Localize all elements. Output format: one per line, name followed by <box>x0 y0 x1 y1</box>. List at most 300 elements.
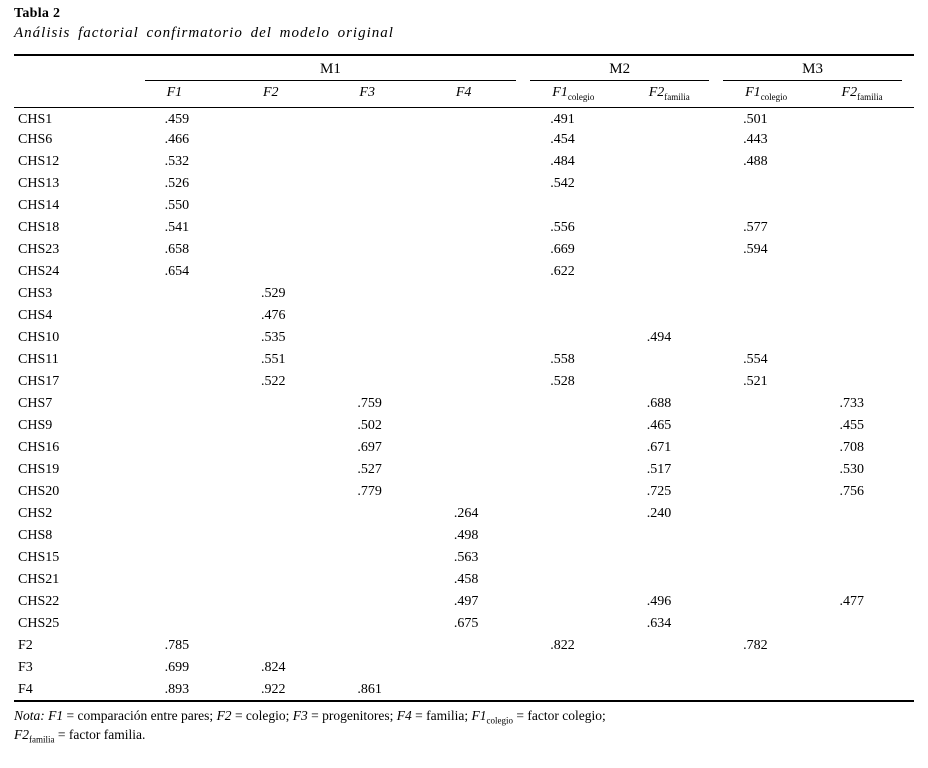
table-row <box>14 195 914 217</box>
value-cell: .697 <box>357 440 382 455</box>
value-cell <box>528 525 624 547</box>
value-cell <box>143 481 239 503</box>
column-label: F3 <box>359 85 375 101</box>
value-cell: .542 <box>550 176 575 191</box>
value-cell: .654 <box>164 264 190 279</box>
value-cell <box>528 195 624 217</box>
table-row <box>14 525 914 547</box>
column-header-f4 <box>432 81 528 107</box>
value-cell <box>239 613 335 635</box>
value-cell <box>143 503 239 525</box>
table-subtitle: Análisis factorial confirmatorio del modelo original <box>14 25 394 41</box>
value-cell: .498 <box>453 528 479 543</box>
table-row <box>14 657 914 679</box>
value-cell <box>528 657 624 679</box>
row-label: CHS2 <box>18 506 53 521</box>
value-cell <box>818 261 914 283</box>
value-cell <box>528 503 624 525</box>
value-cell <box>239 261 335 283</box>
value-cell: .501 <box>743 111 768 127</box>
column-header-row <box>14 81 914 107</box>
value-cell <box>335 635 431 657</box>
corner-cell <box>14 55 143 81</box>
value-cell <box>239 635 335 657</box>
table-row <box>14 327 914 349</box>
table-row <box>14 613 914 635</box>
value-cell <box>239 591 335 613</box>
row-label: CHS9 <box>18 418 53 433</box>
group-header-m1 <box>143 55 529 81</box>
value-cell: .527 <box>357 462 382 477</box>
value-cell <box>143 437 239 459</box>
value-cell <box>625 657 721 679</box>
row-label: CHS17 <box>18 374 60 389</box>
table-row <box>14 151 914 173</box>
value-cell: .494 <box>646 330 672 345</box>
value-cell: .454 <box>550 132 575 147</box>
value-cell <box>335 613 431 635</box>
value-cell <box>625 107 721 129</box>
value-cell <box>143 305 239 327</box>
value-cell <box>818 195 914 217</box>
column-label: F2 <box>648 85 665 101</box>
value-cell: .550 <box>164 198 190 213</box>
value-cell <box>432 129 528 151</box>
value-cell: .733 <box>839 396 865 411</box>
group-header-m2 <box>528 55 721 81</box>
value-cell: .476 <box>260 308 286 323</box>
value-cell <box>625 371 721 393</box>
value-cell: .521 <box>743 374 768 389</box>
column-subscript: familia <box>857 92 883 103</box>
value-cell <box>432 261 528 283</box>
value-cell <box>721 679 817 701</box>
value-cell: .725 <box>646 484 672 499</box>
value-cell <box>721 195 817 217</box>
value-cell <box>721 459 817 481</box>
value-cell <box>335 657 431 679</box>
value-cell <box>335 107 431 129</box>
value-cell <box>625 547 721 569</box>
value-cell <box>335 283 431 305</box>
value-cell: .466 <box>164 132 190 147</box>
value-cell <box>528 613 624 635</box>
value-cell <box>528 547 624 569</box>
value-cell <box>721 305 817 327</box>
value-cell: .893 <box>164 681 190 697</box>
value-cell <box>143 283 239 305</box>
value-cell <box>528 393 624 415</box>
table-row <box>14 415 914 437</box>
group-header-m3 <box>721 55 914 81</box>
value-cell: .465 <box>646 418 672 433</box>
value-cell <box>432 239 528 261</box>
table-note-text: Nota: F1 = comparación entre pares; F2 = colegio; F3 = progenitores; F4 = familia; $F1_{colegio}$ = factor colegio; $F2_{familia}$ = factor familia. <box>14 708 606 745</box>
value-cell <box>239 459 335 481</box>
value-cell <box>721 393 817 415</box>
value-cell: .822 <box>550 638 575 653</box>
group-label: M3 <box>723 61 902 81</box>
value-cell <box>818 283 914 305</box>
row-label: CHS21 <box>18 572 60 587</box>
value-cell <box>432 679 528 701</box>
value-cell <box>432 305 528 327</box>
value-cell: .532 <box>164 154 190 169</box>
value-cell <box>335 129 431 151</box>
value-cell <box>625 173 721 195</box>
value-cell <box>721 327 817 349</box>
value-cell: .455 <box>839 418 865 433</box>
value-cell <box>432 107 528 129</box>
value-cell <box>335 591 431 613</box>
value-cell: .688 <box>646 396 672 411</box>
value-cell <box>625 635 721 657</box>
row-label: CHS11 <box>18 352 59 367</box>
value-cell <box>721 591 817 613</box>
value-cell: .922 <box>260 681 286 697</box>
row-label: CHS10 <box>18 330 60 345</box>
value-cell <box>818 305 914 327</box>
value-cell <box>432 635 528 657</box>
value-cell <box>432 349 528 371</box>
value-cell <box>625 195 721 217</box>
value-cell: .497 <box>453 594 479 609</box>
value-cell: .708 <box>839 440 865 455</box>
value-cell <box>721 547 817 569</box>
value-cell <box>818 679 914 701</box>
value-cell <box>239 217 335 239</box>
value-cell: .517 <box>646 462 672 477</box>
value-cell <box>818 371 914 393</box>
table-row <box>14 393 914 415</box>
value-cell <box>818 151 914 173</box>
value-cell <box>432 173 528 195</box>
value-cell <box>625 239 721 261</box>
value-cell <box>432 459 528 481</box>
row-label: CHS14 <box>18 198 60 213</box>
table-row <box>14 239 914 261</box>
value-cell <box>818 525 914 547</box>
column-header-f2 <box>239 81 335 107</box>
row-label: CHS7 <box>18 396 53 411</box>
value-cell <box>432 217 528 239</box>
table-row <box>14 261 914 283</box>
value-cell <box>528 679 624 701</box>
value-cell <box>818 613 914 635</box>
value-cell: .756 <box>839 484 865 499</box>
value-cell <box>818 173 914 195</box>
value-cell <box>239 415 335 437</box>
value-cell <box>143 371 239 393</box>
value-cell: .785 <box>164 638 190 653</box>
value-cell <box>818 635 914 657</box>
value-cell <box>721 261 817 283</box>
value-cell <box>721 415 817 437</box>
value-cell <box>625 305 721 327</box>
value-cell: .535 <box>260 330 286 345</box>
value-cell <box>528 481 624 503</box>
value-cell <box>432 415 528 437</box>
table-row <box>14 305 914 327</box>
value-cell: .634 <box>646 616 672 631</box>
value-cell <box>721 569 817 591</box>
table-row <box>14 591 914 613</box>
column-header-f2familia-m3 <box>818 81 914 107</box>
column-label: F4 <box>455 85 472 101</box>
value-cell: .699 <box>164 660 190 675</box>
column-subscript: familia <box>664 92 690 103</box>
row-label: CHS22 <box>18 594 60 609</box>
table-row <box>14 371 914 393</box>
value-cell <box>239 393 335 415</box>
value-cell <box>721 503 817 525</box>
value-cell <box>432 437 528 459</box>
value-cell: .530 <box>839 462 865 477</box>
value-cell: .477 <box>839 594 865 609</box>
value-cell <box>528 437 624 459</box>
table-row <box>14 129 914 151</box>
table-row <box>14 437 914 459</box>
value-cell <box>143 613 239 635</box>
value-cell <box>143 525 239 547</box>
value-cell <box>239 195 335 217</box>
table-note <box>14 707 914 744</box>
value-cell <box>335 261 431 283</box>
value-cell <box>432 393 528 415</box>
value-cell: .240 <box>646 506 672 521</box>
value-cell: .558 <box>550 352 575 367</box>
group-label: M1 <box>145 61 517 81</box>
value-cell <box>432 195 528 217</box>
row-label: CHS3 <box>18 286 53 301</box>
value-cell <box>239 525 335 547</box>
table-row <box>14 481 914 503</box>
row-label: CHS4 <box>18 308 53 323</box>
value-cell: .522 <box>260 374 286 389</box>
value-cell <box>143 349 239 371</box>
value-cell <box>528 459 624 481</box>
value-cell <box>143 327 239 349</box>
row-label: CHS18 <box>18 220 60 235</box>
column-label: F1 <box>552 85 568 101</box>
value-cell: .658 <box>164 242 190 257</box>
value-cell <box>335 195 431 217</box>
value-cell: .459 <box>164 111 190 127</box>
row-label: CHS6 <box>18 132 53 147</box>
row-label: F2 <box>18 638 33 653</box>
value-cell <box>239 129 335 151</box>
value-cell <box>239 151 335 173</box>
value-cell <box>625 151 721 173</box>
row-label: CHS16 <box>18 440 60 455</box>
value-cell: .782 <box>743 638 768 653</box>
row-label: CHS1 <box>18 111 53 127</box>
row-label: CHS13 <box>18 176 60 191</box>
table-row <box>14 503 914 525</box>
value-cell: .675 <box>453 616 479 631</box>
row-label: F4 <box>18 681 33 697</box>
value-cell <box>239 107 335 129</box>
value-cell: .496 <box>646 594 672 609</box>
value-cell <box>335 217 431 239</box>
value-cell <box>432 657 528 679</box>
value-cell: .554 <box>743 352 768 367</box>
value-cell: .484 <box>550 154 575 169</box>
value-cell <box>335 503 431 525</box>
value-cell: .528 <box>550 374 575 389</box>
value-cell <box>625 261 721 283</box>
value-cell <box>818 547 914 569</box>
value-cell <box>625 217 721 239</box>
row-label: CHS8 <box>18 528 53 543</box>
value-cell <box>143 547 239 569</box>
row-label: CHS12 <box>18 154 60 169</box>
group-header-row <box>14 55 914 81</box>
column-header-f3 <box>335 81 431 107</box>
value-cell <box>335 305 431 327</box>
value-cell <box>528 569 624 591</box>
table-title: Tabla 2 <box>14 6 61 21</box>
value-cell <box>818 657 914 679</box>
value-cell <box>818 107 914 129</box>
value-cell <box>721 525 817 547</box>
value-cell <box>818 349 914 371</box>
table-row <box>14 349 914 371</box>
value-cell <box>721 173 817 195</box>
value-cell: .556 <box>550 220 575 235</box>
value-cell <box>143 459 239 481</box>
value-cell: .458 <box>453 572 479 587</box>
value-cell <box>335 239 431 261</box>
table-body <box>14 107 914 701</box>
value-cell: .759 <box>357 396 382 411</box>
row-label: CHS15 <box>18 550 60 565</box>
value-cell <box>625 569 721 591</box>
value-cell <box>625 525 721 547</box>
table-row <box>14 217 914 239</box>
value-cell <box>335 327 431 349</box>
column-header-f2familia-m2 <box>625 81 721 107</box>
value-cell <box>335 569 431 591</box>
table-row <box>14 547 914 569</box>
value-cell <box>818 239 914 261</box>
column-label: F1 <box>745 85 761 101</box>
row-label: F3 <box>18 660 33 675</box>
value-cell <box>143 591 239 613</box>
value-cell <box>625 349 721 371</box>
corner-cell <box>14 81 143 107</box>
value-cell <box>625 679 721 701</box>
table-row <box>14 107 914 129</box>
column-label: F1 <box>166 85 183 101</box>
value-cell <box>335 547 431 569</box>
value-cell <box>721 283 817 305</box>
value-cell <box>528 305 624 327</box>
value-cell: .594 <box>743 242 768 257</box>
value-cell <box>335 349 431 371</box>
value-cell <box>721 437 817 459</box>
row-label: CHS19 <box>18 462 60 477</box>
value-cell <box>239 481 335 503</box>
column-header-f1 <box>143 81 239 107</box>
value-cell: .526 <box>164 176 190 191</box>
row-label: CHS20 <box>18 484 60 499</box>
value-cell <box>335 151 431 173</box>
value-cell <box>721 481 817 503</box>
value-cell <box>818 503 914 525</box>
value-cell: .551 <box>260 352 286 367</box>
value-cell <box>818 327 914 349</box>
value-cell <box>818 129 914 151</box>
column-subscript: colegio <box>567 92 595 103</box>
value-cell: .671 <box>646 440 672 455</box>
value-cell: .264 <box>453 506 479 521</box>
row-label: CHS24 <box>18 264 60 279</box>
value-cell <box>432 371 528 393</box>
value-cell <box>239 173 335 195</box>
value-cell <box>143 415 239 437</box>
value-cell <box>721 613 817 635</box>
table-row <box>14 635 914 657</box>
value-cell <box>528 591 624 613</box>
value-cell <box>143 393 239 415</box>
value-cell: .779 <box>357 484 382 499</box>
column-header-f1colegio-m2 <box>528 81 624 107</box>
column-header-f1colegio-m3 <box>721 81 817 107</box>
value-cell <box>818 569 914 591</box>
column-label: F2 <box>262 85 279 101</box>
value-cell <box>335 173 431 195</box>
value-cell <box>335 525 431 547</box>
column-subscript: colegio <box>760 92 788 103</box>
value-cell <box>625 129 721 151</box>
value-cell <box>239 503 335 525</box>
value-cell: .488 <box>743 154 768 169</box>
table-row <box>14 679 914 701</box>
column-label: F2 <box>841 85 858 101</box>
value-cell: .443 <box>743 132 768 147</box>
table-row <box>14 173 914 195</box>
table-row <box>14 569 914 591</box>
row-label: CHS25 <box>18 616 60 631</box>
value-cell <box>432 481 528 503</box>
value-cell <box>721 657 817 679</box>
value-cell: .861 <box>357 681 382 697</box>
value-cell: .824 <box>260 660 286 675</box>
value-cell <box>432 151 528 173</box>
factor-analysis-table <box>14 54 914 702</box>
value-cell <box>432 327 528 349</box>
value-cell <box>239 437 335 459</box>
value-cell <box>239 547 335 569</box>
value-cell: .669 <box>550 242 575 257</box>
value-cell <box>143 569 239 591</box>
value-cell <box>432 283 528 305</box>
value-cell <box>239 569 335 591</box>
value-cell <box>528 283 624 305</box>
value-cell: .529 <box>260 286 286 301</box>
value-cell: .541 <box>164 220 190 235</box>
value-cell <box>528 415 624 437</box>
value-cell: .577 <box>743 220 768 235</box>
value-cell: .491 <box>550 111 575 127</box>
value-cell <box>528 327 624 349</box>
group-label: M2 <box>530 61 709 81</box>
value-cell <box>239 239 335 261</box>
value-cell: .622 <box>550 264 575 279</box>
table-row <box>14 283 914 305</box>
value-cell <box>335 371 431 393</box>
